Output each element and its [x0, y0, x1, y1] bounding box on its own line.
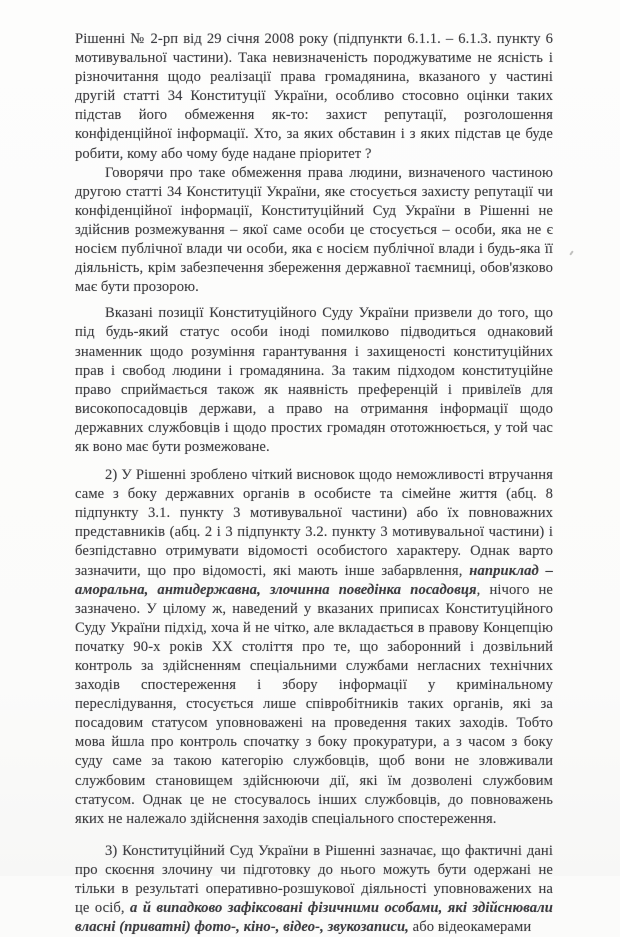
- document-text-block: [75, 30, 553, 937]
- paragraph-text: 3) Конституційний Суд України в Рішенні зазначає, що фактичні дані про скоєння злочину чи підготовку до нього можуть бути одержані не тільки в результаті оперативно-розшукової діяльності уповноважених на це осіб,: [75, 842, 553, 917]
- paragraph-text: , нічого не зазначено. У цілому ж, наведений у вказаних приписах Конституційного Суду України підхід, хоча й не чітко, але вкладається в правову Концепцію початку 90-х років XX століття про те, що заборонний і дозвільний контроль за здійсненням спеціальними службами негласних технічних заходів спостереження і збору інформації у кримінальному переслідування, стосується лише співробітників таких органів, які за посадовим статусом уповноважені на проведення таких заходів. Тобто мова йшла про контроль спочатку з боку прокуратури, а з часом з боку суду саме за такою категорію службовців, щоб вони не зловживали службовим становищем здійснюючи дії, які їм дозволені службовим статусом. Однак це не стосувалось інших службовців, до повноважень яких не належало здійснення заходів спеціального спостереження.: [75, 581, 553, 827]
- paragraph-text: Говорячи про таке обмеження права людини, визначеного частиною другою статті 34 Конституції України, яке стосується захисту репутації чи конфіденційної інформації, Конституційний Суд України в Рішенні не здійснив розмежування – якої саме особи це стосується – особи, яка не є носієм публічної влади чи особи, яка є носієм публічної влади і будь-яка її діяльність, крім забезпечення збереження державної таємниці, обов'язково має бути прозорою.: [75, 164, 553, 296]
- paragraph: [75, 304, 553, 457]
- stray-ink-mark: [569, 250, 574, 255]
- paragraph-text: Вказані позиції Конституційного Суду України призвели до того, що під будь-який статус особи іноді помилково підводиться однаковий знаменник щодо розуміння гарантування і захищеності конституційних прав і свобод людини і громадянина. За таким підходом конституційне право сприймається також як наявність преференцій і привілеїв для високопосадовців держави, а право на отримання інформації щодо державних службовців і щодо простих громадян ототожнюється, у той час як воно має бути розмежоване.: [75, 305, 553, 455]
- paragraph-item-3: [75, 842, 553, 937]
- paragraph-text: або відеокамерами: [408, 919, 532, 936]
- emphasis-bold-italic-text: наприклад – аморальна, антидержавна, злочинна поведінка посадовця: [75, 562, 553, 598]
- paragraph: [75, 164, 553, 298]
- paragraph-text: Рішенні № 2-рп від 29 січня 2008 року (підпункти 6.1.1. – 6.1.3. пункту 6 мотивувальної частини). Така невизначеність породжуватиме не ясність і різночитання щодо реалізації права громадянина, вказаного у частині другій статті 34 Конституції України, особливо стосовно оцінки таких підстав його обмеження як-то: захист репутації, розголошення конфіденційної інформації. Хто, за яких обставин і з яких підстав це буде робити, кому або чому буде надане пріоритет ?: [75, 31, 553, 162]
- paragraph-text: 2) У Рішенні зроблено чіткий висновок щодо неможливості втручання саме з боку державних органів в особисте та сімейне життя (абц. 8 підпункту 3.1. пункту 3 мотивувальної частини) або їх повноважних представників (абц. 2 і 3 підпункту 3.2. пункту 3 мотивувальної частини) і безпідставно отримувати відомості особистого характеру. Однак варто зазначити, що про відомості, які мають інше забарвлення,: [75, 467, 553, 579]
- emphasis-bold-italic-text: а й випадково зафіксовані фізичними особами, які здійснювали власні (приватні) фото-, кіно-, відео-, звукозаписи,: [75, 900, 553, 936]
- paragraph-continuation: [75, 30, 553, 164]
- paragraph-item-2: [75, 466, 553, 829]
